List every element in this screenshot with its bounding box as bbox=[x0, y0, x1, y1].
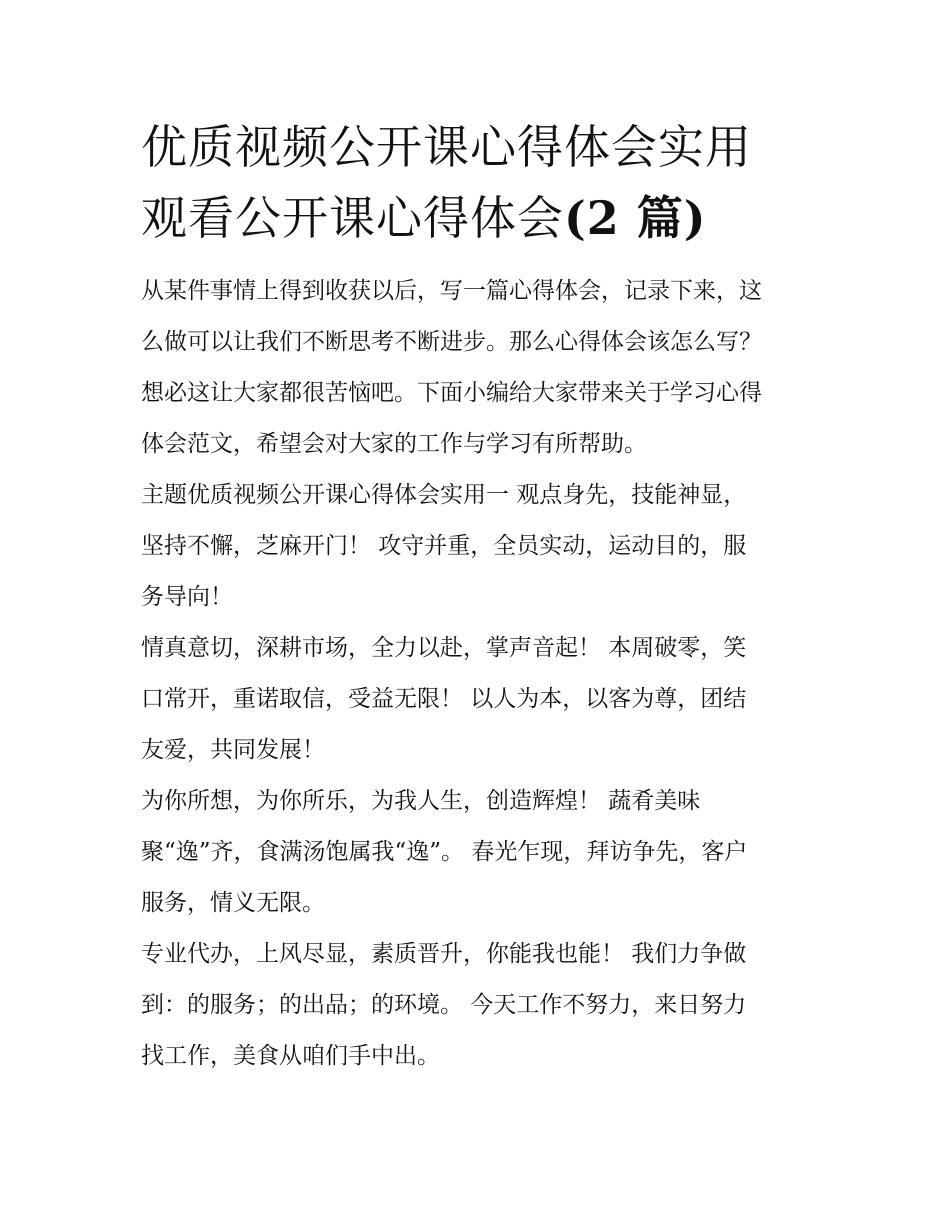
paragraph-line: 到：的服务；的出品；的环境。 今天工作不努力，来日努力 bbox=[141, 992, 747, 1018]
paragraph-theme bbox=[141, 470, 821, 623]
paragraph-line: 找工作，美食从咱们手中出。 bbox=[141, 1043, 440, 1069]
paragraph-line: 服务，情义无限。 bbox=[141, 890, 325, 916]
title-line-2 bbox=[141, 183, 821, 254]
paragraph-line: 友爱，共同发展！ bbox=[141, 737, 325, 763]
paragraph-line: 从某件事情上得到收获以后，写一篇心得体会，记录下来，这 bbox=[141, 278, 762, 304]
document-page bbox=[141, 112, 821, 1082]
paragraph-line: 么做可以让我们不断思考不断进步。那么心得体会该怎么写？ bbox=[141, 329, 762, 355]
paragraph-line: 坚持不懈，芝麻开门！ 攻守并重，全员实动，运动目的，服 bbox=[141, 533, 747, 559]
paragraph-line: 务导向！ bbox=[141, 584, 233, 610]
paragraph-line: 想必这让大家都很苦恼吧。下面小编给大家带来关于学习心得 bbox=[141, 380, 762, 406]
paragraph-line: 为你所想，为你所乐，为我人生，创造辉煌！ 蔬肴美味 bbox=[141, 788, 701, 814]
paragraph-line: 情真意切，深耕市场，全力以赴，掌声音起！ 本周破零，笑 bbox=[141, 635, 747, 661]
title-line-2-suffix: (2 篇) bbox=[564, 191, 707, 245]
title-line-1: 优质视频公开课心得体会实用 bbox=[141, 120, 752, 174]
title-line-2-main: 观看公开课心得体会 bbox=[141, 191, 564, 245]
paragraph-line: 体会范文，希望会对大家的工作与学习有所帮助。 bbox=[141, 431, 647, 457]
paragraph-line: 专业代办，上风尽显，素质晋升，你能我也能！ 我们力争做 bbox=[141, 941, 747, 967]
paragraph-line: 聚“逸”齐，食满汤饱属我“逸”。 春光乍现，拜访争先，客户 bbox=[141, 839, 748, 865]
paragraph-intro bbox=[141, 266, 821, 470]
document-title bbox=[141, 112, 821, 254]
paragraph-slogans-1 bbox=[141, 623, 821, 776]
paragraph-slogans-3 bbox=[141, 929, 821, 1082]
paragraph-line: 主题优质视频公开课心得体会实用一 观点身先，技能神显， bbox=[141, 482, 747, 508]
paragraph-slogans-2 bbox=[141, 776, 821, 929]
paragraph-line: 口常开，重诺取信，受益无限！ 以人为本，以客为尊，团结 bbox=[141, 686, 747, 712]
